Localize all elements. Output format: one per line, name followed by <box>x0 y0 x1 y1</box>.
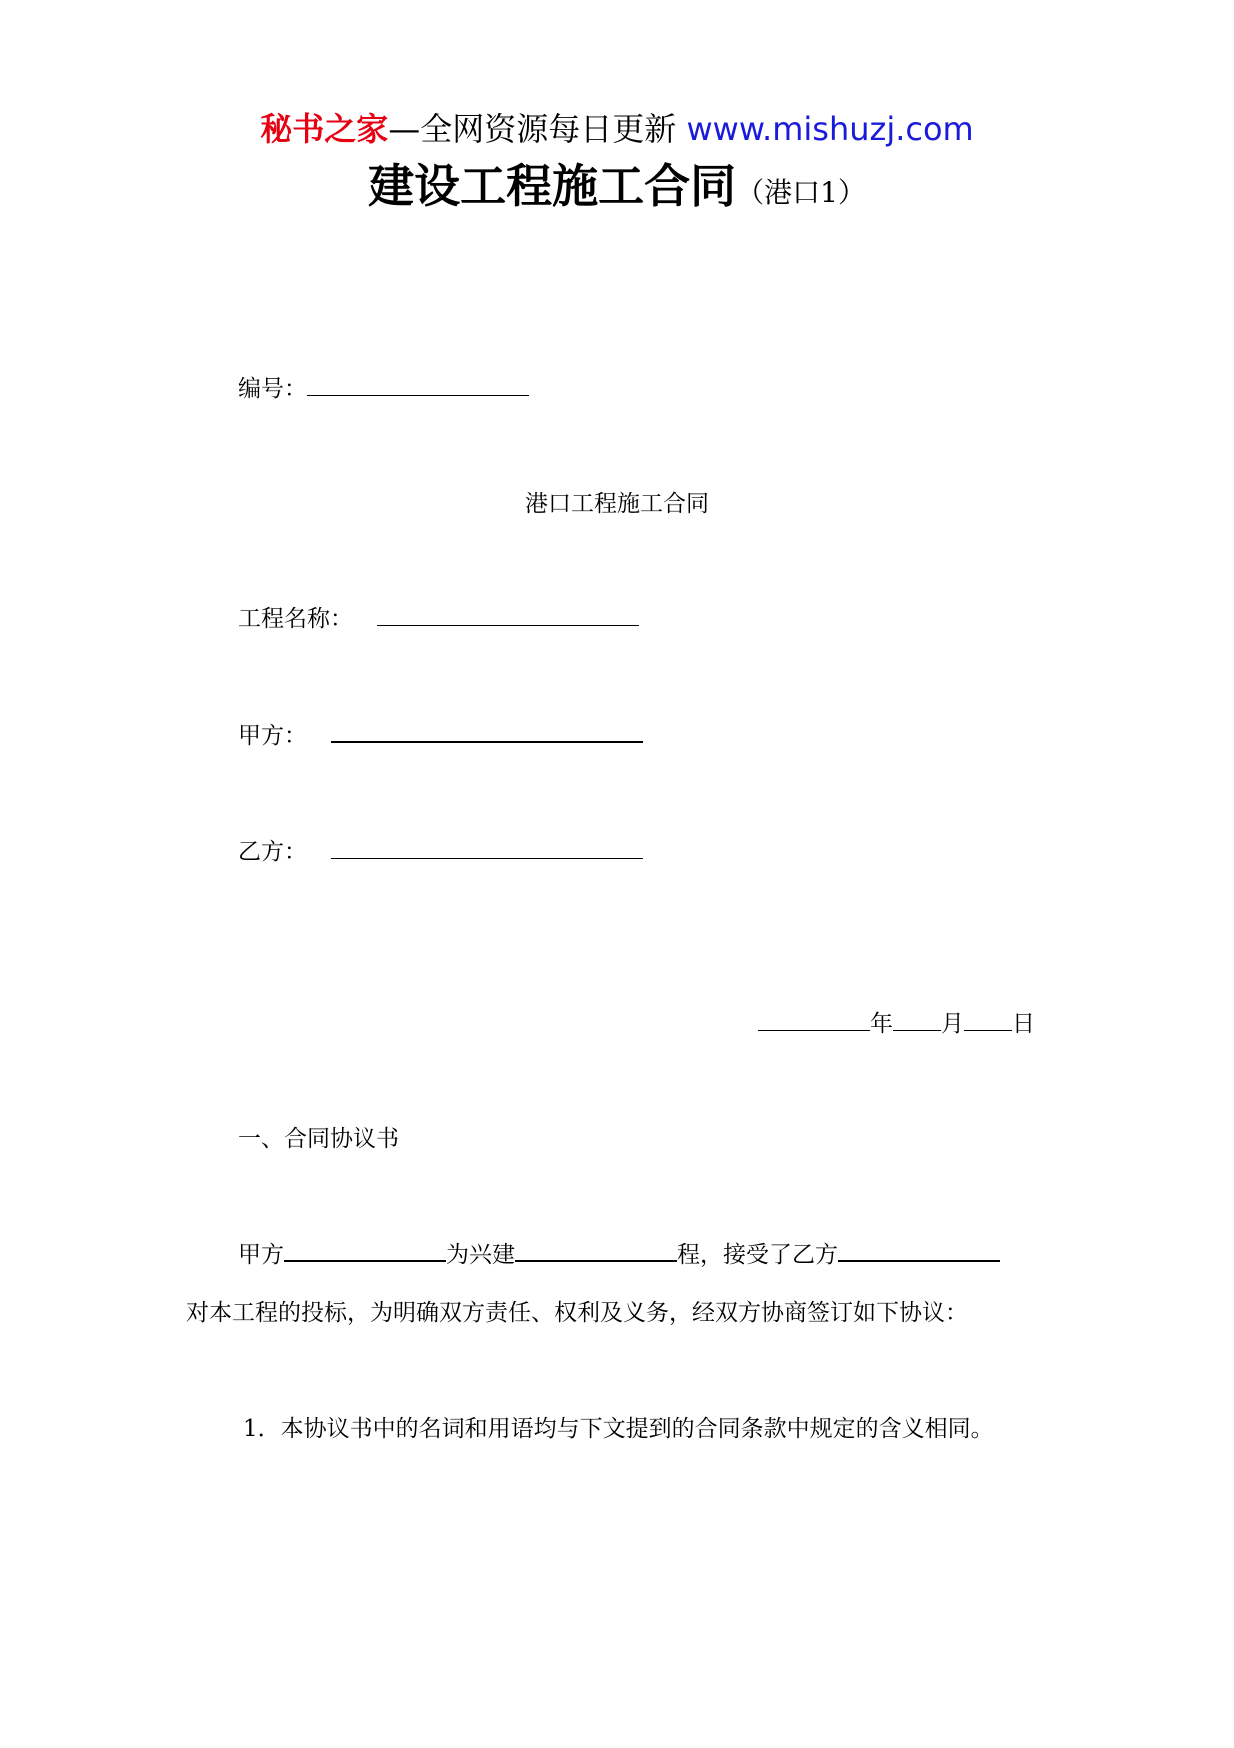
date-line <box>758 1005 1035 1038</box>
party-b-label: 乙方： <box>238 839 307 865</box>
project-name-blank <box>377 607 639 626</box>
line1-accept: 程，接受了乙方 <box>677 1242 838 1268</box>
day-label: 日 <box>1012 1011 1035 1037</box>
section1-heading: 一、合同协议书 <box>238 1126 399 1152</box>
number-label: 编号： <box>238 376 307 402</box>
party-a-field <box>238 717 643 750</box>
month-blank <box>893 1012 941 1031</box>
year-label: 年 <box>870 1011 893 1037</box>
party-a-blank <box>331 723 643 743</box>
banner-slogan: —全网资源每日更新 <box>388 110 687 148</box>
document-title <box>0 150 1234 216</box>
number-blank <box>307 377 529 396</box>
number-field <box>238 370 529 403</box>
line1-blank-b <box>515 1242 677 1262</box>
line1-build: 为兴建 <box>446 1242 515 1268</box>
project-name-label: 工程名称： <box>238 606 353 632</box>
line1-party-a: 甲方 <box>238 1242 284 1268</box>
party-b-blank <box>331 840 643 859</box>
year-blank <box>758 1012 870 1031</box>
party-b-field <box>238 833 643 866</box>
agreement-line2: 对本工程的投标，为明确双方责任、权利及义务，经双方协商签订如下协议： <box>186 1300 968 1326</box>
line1-blank-a <box>284 1242 446 1262</box>
agreement-line1 <box>238 1236 1000 1269</box>
title-main: 建设工程施工合同 <box>368 159 737 213</box>
contract-subtitle: 港口工程施工合同 <box>525 491 709 517</box>
banner-brand: 秘书之家 <box>260 110 389 148</box>
banner-url[interactable]: www.mishuzj.com <box>686 110 974 148</box>
site-banner <box>0 104 1234 150</box>
day-blank <box>964 1012 1012 1031</box>
title-sub: （港口1） <box>736 176 866 209</box>
agreement-item-1: 1．本协议书中的名词和用语均与下文提到的合同条款中规定的含义相同。 <box>243 1416 994 1442</box>
party-a-label: 甲方： <box>238 723 307 749</box>
line1-blank-c <box>838 1242 1000 1262</box>
project-name-field <box>238 600 639 633</box>
month-label: 月 <box>941 1011 964 1037</box>
